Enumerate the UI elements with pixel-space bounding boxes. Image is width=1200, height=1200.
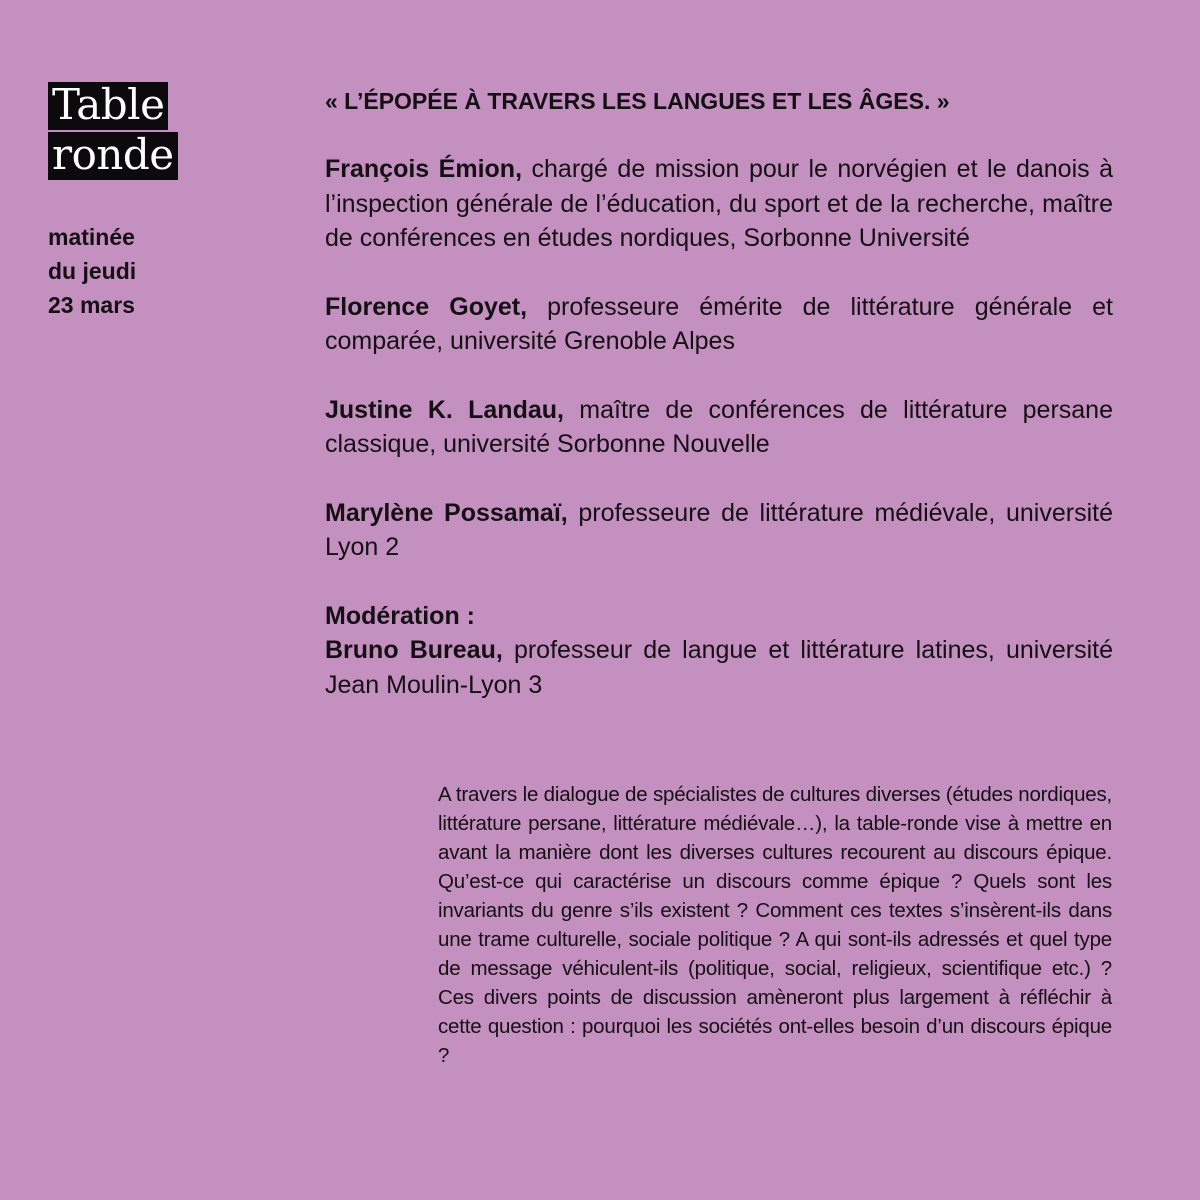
event-type-line-1: Table: [48, 82, 168, 130]
moderator-description: professeur de langue et littérature latines, université Jean Moulin-Lyon 3: [325, 636, 1113, 699]
speaker-name: Justine K. Landau,: [325, 395, 564, 424]
event-type-label: [48, 82, 248, 182]
abstract-paragraph: A travers le dialogue de spécialistes de cultures diverses (études nordiques, littérature persane, littérature médiévale…), la table-ronde vise à mettre en avant la manière dont les diverses cultures recourent au discours épique. Qu’est-ce qui caractérise un discours comme épique ? Quels sont les invariants du genre s’ils existent ? Comment ces textes s’insèrent-ils dans une trame culturelle, sociale politique ? A qui sont-ils adressés et quel type de message véhiculent-ils (politique, social, religieux, scientifique etc.) ? Ces divers points de discussion amèneront plus largement à réfléchir à cette question : pourquoi les sociétés ont-elles besoin d’un discours épique ?: [438, 783, 1113, 1067]
speaker-description: maître de conférences de littérature persane classique, université Sorbonne Nouvelle: [325, 395, 1113, 458]
event-type-line-2: ronde: [48, 132, 178, 180]
event-time: [48, 220, 248, 322]
event-time-line-1: matinée: [48, 224, 135, 250]
speaker-name: Marylène Possamaï,: [325, 498, 568, 527]
page-title: « L’ÉPOPÉE À TRAVERS LES LANGUES ET LES ÂGES. »: [325, 88, 950, 114]
speaker-entry: [325, 152, 1113, 256]
sidebar: [48, 82, 248, 322]
speaker-entry: [325, 290, 1113, 359]
speaker-description: professeure émérite de littérature générale et comparée, université Grenoble Alpes: [325, 292, 1113, 355]
speaker-entry: [325, 496, 1113, 565]
event-time-line-2: du jeudi: [48, 258, 137, 284]
speaker-name: Florence Goyet,: [325, 292, 528, 321]
speaker-description: professeure de littérature médiévale, université Lyon 2: [325, 498, 1113, 561]
main-content: [325, 84, 1113, 736]
moderation-label: Modération :: [325, 601, 475, 630]
moderator-name: Bruno Bureau,: [325, 636, 503, 664]
speaker-name: François Émion,: [325, 155, 523, 183]
moderator-entry: [325, 633, 1113, 702]
event-time-line-3: 23 mars: [48, 292, 135, 318]
speaker-entry: [325, 393, 1113, 462]
speaker-description: chargé de mission pour le norvégien et le danois à l’inspection générale de l’éducation, du sport et de la recherche, maître de conférences en études nordiques, Sorbonne Université: [325, 155, 1114, 252]
